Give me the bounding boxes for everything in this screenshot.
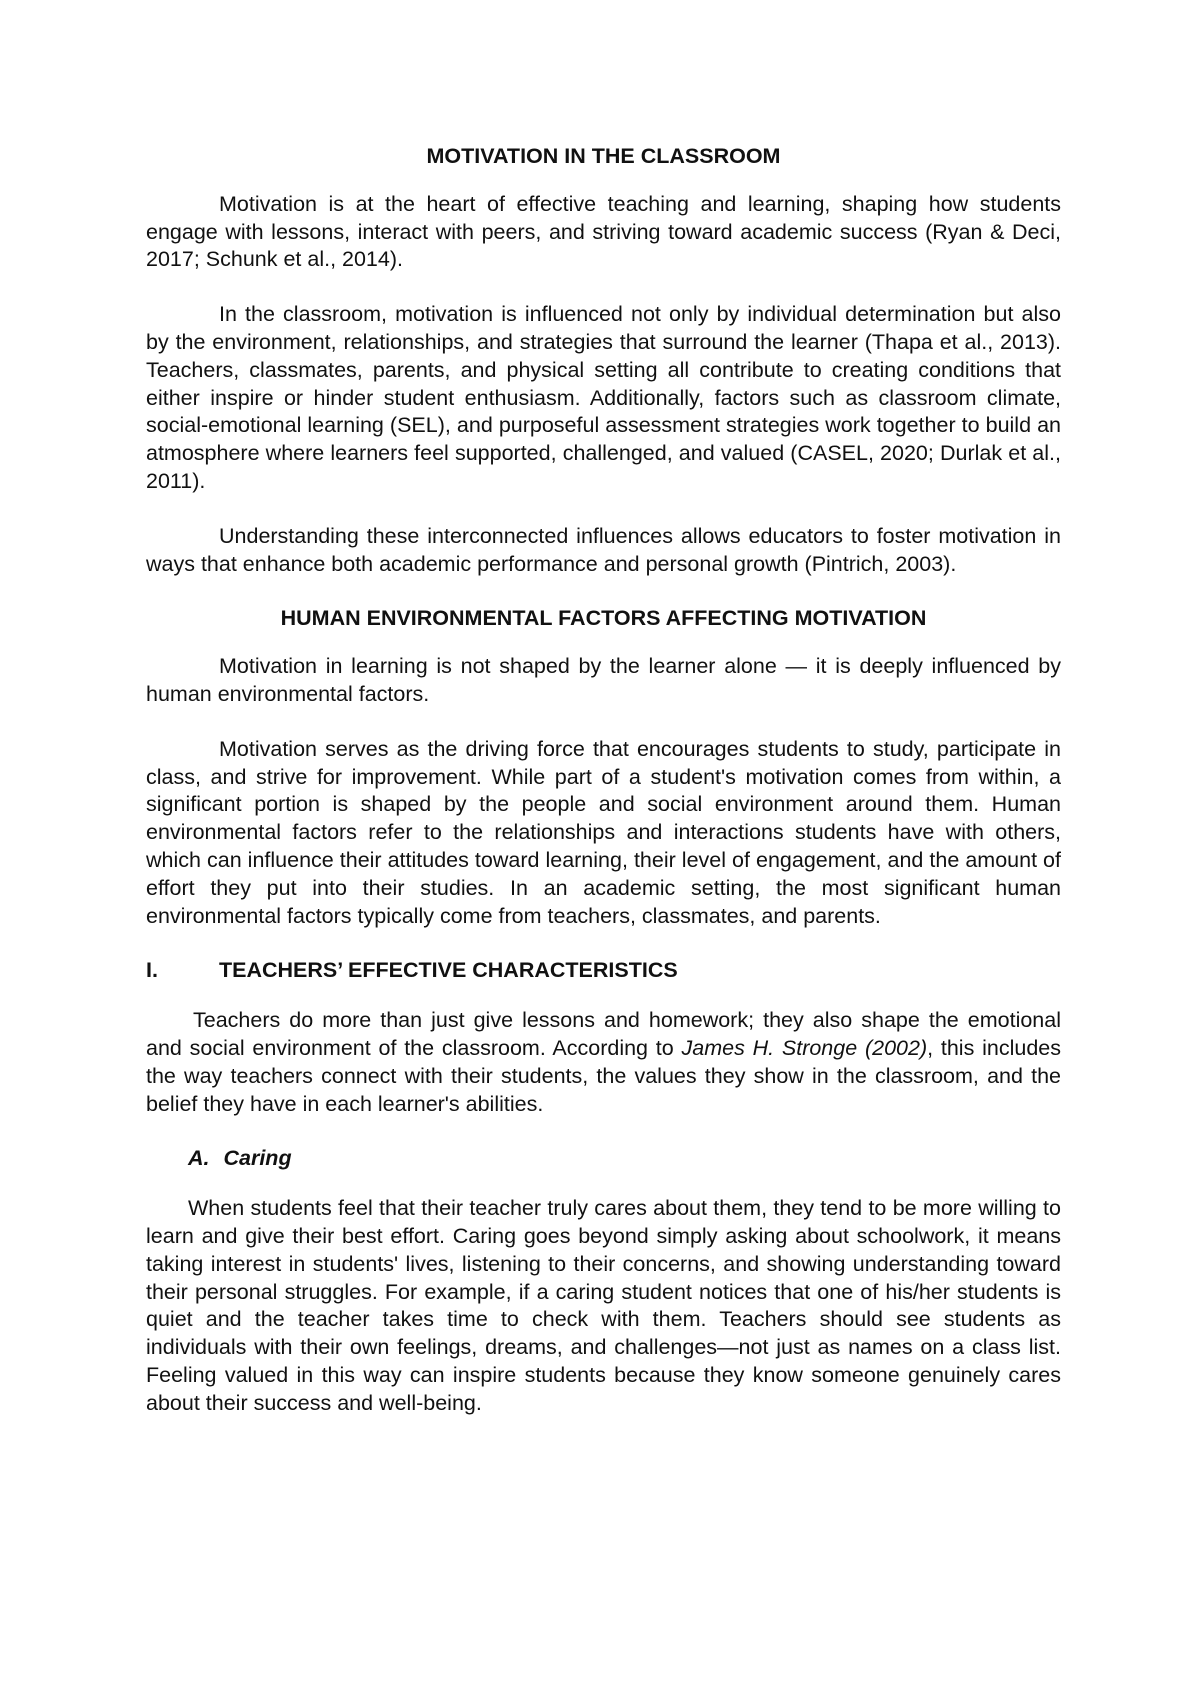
section-heading-teachers [146, 957, 1061, 985]
intro-paragraph-1: Motivation is at the heart of effective teaching and learning, shaping how students engage with lessons, interact with peers, and striving toward academic success (Ryan & Deci, 2017; Schunk et al., 2014). [146, 191, 1061, 272]
intro-paragraph-3: Understanding these interconnected influences allows educators to foster motivation in ways that enhance both academic performance and personal growth (Pintrich, 2003). [146, 523, 1061, 576]
page-title: MOTIVATION IN THE CLASSROOM [426, 144, 781, 168]
subsection-heading-caring [188, 1145, 1061, 1173]
section-number: I. [146, 958, 158, 983]
intro-paragraph-2: In the classroom, motivation is influenced not only by individual determination but also by the environment, relationships, and strategies that surround the learner (Thapa et al., 2013). Teachers, classmates, parents, and physical setting all contribute to creating conditions that either inspire or hinder student enthusiasm. Additionally, factors such as classroom climate, social-emotional learning (SEL), and purposeful assessment strategies work together to build an atmosphere where learners feel supported, challenged, and valued (CASEL, 2020; Durlak et al., 2011). [146, 302, 1061, 493]
human-factors-paragraph-1: Motivation in learning is not shaped by the learner alone — it is deeply influenced by human environmental factors. [146, 654, 1061, 706]
subsection-letter: A. [188, 1146, 210, 1171]
document-body [146, 143, 1061, 1444]
section-heading-human-factors: HUMAN ENVIRONMENTAL FACTORS AFFECTING MOTIVATION [280, 606, 927, 631]
teachers-citation: James H. Stronge (2002) [681, 1035, 928, 1060]
human-factors-paragraph-2: Motivation serves as the driving force that encourages students to study, participate in class, and strive for improvement. While part of a student's motivation comes from within, a significant portion is shaped by the people and social environment around them. Human environmental factors refer to the relationships and interactions students have with others, which can influence their attitudes toward learning, their level of engagement, and the amount of effort they put into their studies. In an academic setting, the most significant human environmental factors typically come from teachers, classmates, and parents. [146, 736, 1061, 928]
caring-paragraph: When students feel that their teacher truly cares about them, they tend to be more willing to learn and give their best effort. Caring goes beyond simply asking about schoolwork, it means taking interest in students' lives, listening to their concerns, and showing understanding toward their personal struggles. For example, if a caring student notices that one of his/her students is quiet and the teacher takes time to check with them. Teachers should see students as individuals with their own feelings, dreams, and challenges—not just as names on a class list. Feeling valued in this way can inspire students because they know someone genuinely cares about their success and well-being. [146, 1196, 1061, 1415]
subsection-title: Caring [223, 1146, 292, 1171]
section-title: TEACHERS’ EFFECTIVE CHARACTERISTICS [219, 958, 678, 983]
teachers-paragraph [146, 1007, 1061, 1118]
teachers-paragraph-text-2: , this includes the way teachers connect with their students, the values they show in the classroom, and the belief they have in each learner's abilities. [146, 1035, 1061, 1116]
teachers-paragraph-text-1: Teachers do more than just give lessons and homework; they also shape the emotional and social environment of the classroom. According to [146, 1008, 1061, 1060]
